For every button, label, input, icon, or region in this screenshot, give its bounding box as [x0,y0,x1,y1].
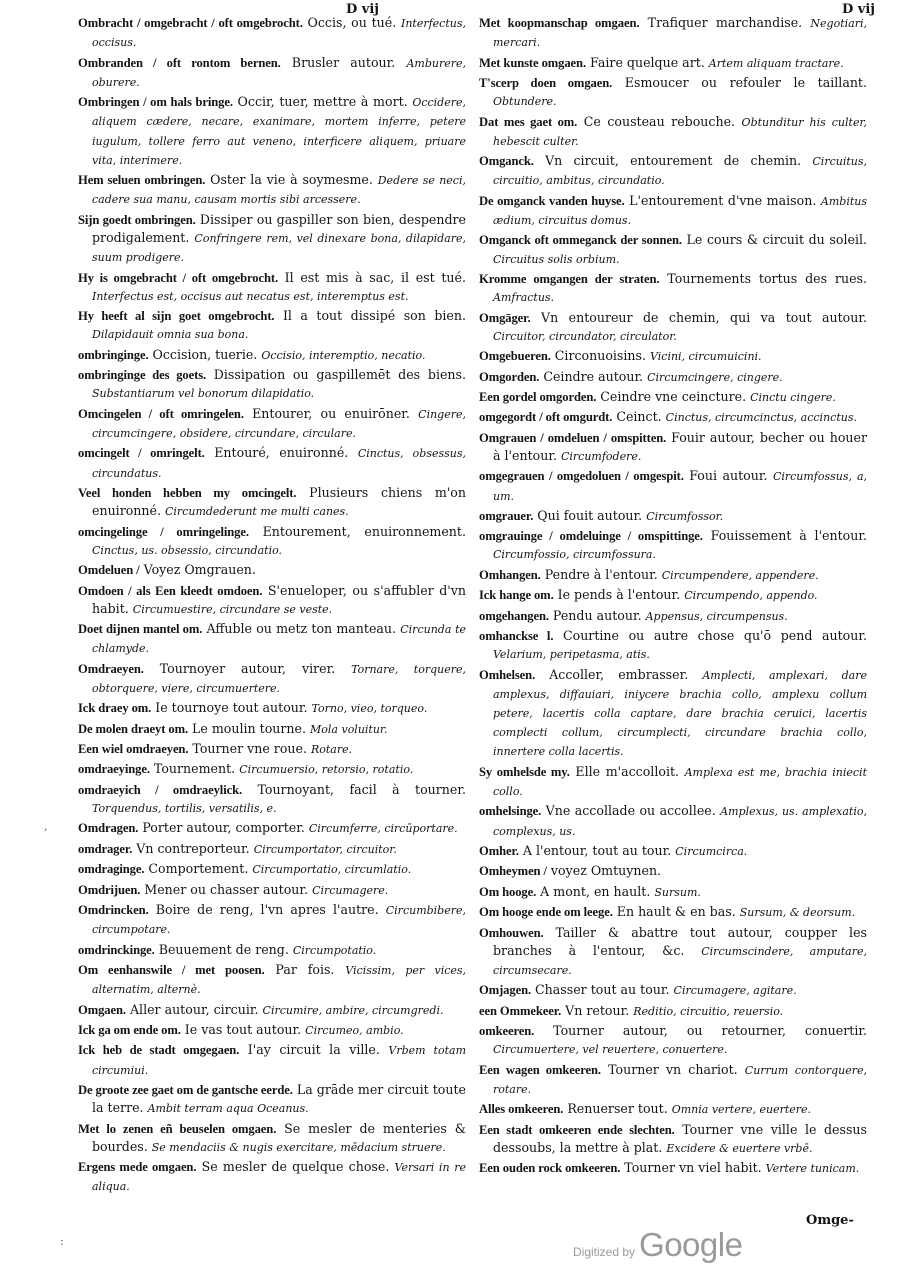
entry-french: Se mesler de menteries & bourdes. [92,1120,466,1154]
entry-latin: Torquendus, tortilis, versatilis, e. [92,802,277,816]
entry-headword: omcingelinge / omringelinge. [78,524,249,539]
entry-latin: Circumbibere, circumpotare. [92,904,466,937]
entry-headword: Ick ga om ende om. [78,1022,181,1037]
dictionary-entry [78,93,466,170]
entry-latin: Occidere, aliquem cædere, necare, exanimare, mortem inferre, petere iugulum, tollere ferro aut veneno, interficere aliquem, priuare vita, interimere. [92,96,466,167]
dictionary-entry [78,860,466,879]
entry-latin: Velarium, peripetasma, atis. [493,648,650,662]
entry-headword: omhelsinge. [479,804,542,819]
entry-headword: Een wagen omkeeren. [479,1062,601,1077]
entry-headword: Om hooge ende om leege. [479,905,613,920]
dictionary-entry [479,862,867,881]
dictionary-entry [78,961,466,999]
entry-headword: Omgebueren. [479,349,551,364]
entry-headword: Omdragen. [78,821,139,836]
entry-latin: Cingere, circumcingere, obsidere, circundare, circulare. [92,407,466,440]
dictionary-entry [78,941,466,960]
entry-latin: Cinctus, circumcinctus, accinctus. [665,411,857,425]
entry-latin: Currum contorquere, rotare. [493,1063,867,1096]
entry-latin: Circumcirca. [675,845,748,859]
entry-french: Accoller, embrasser. [535,666,703,682]
entry-french: Occis, ou tué. [302,15,401,30]
entry-latin: Amplexa est me, brachia iniecit collo. [493,765,867,799]
entry-french: Brusler autour. [280,54,407,70]
entry-headword: omdraeyinge. [78,762,150,777]
entry-french: Voyez Omgrauen. [139,562,256,578]
dictionary-entry [78,405,466,443]
entry-headword: Ombranden / oft rontom bernen. [78,55,281,70]
entry-headword: Omdeluen / [78,563,140,578]
entry-latin: Interfectus, occisus. [92,17,466,50]
entry-french: Vne accollade ou accollee. [541,803,721,819]
dictionary-entry [78,1120,466,1157]
dictionary-entry [78,699,466,718]
entry-latin: Torno, vieo, torqueo. [311,702,428,716]
entry-latin: Occisio, interemptio, necatio. [261,348,426,362]
dictionary-entry [479,763,867,801]
entry-latin: Cinctus, us. obsessio, circundatio. [92,543,283,557]
dictionary-entry [78,781,466,818]
entry-french: Tourner autour, ou retourner, conuertir. [534,1023,867,1039]
entry-latin: Circuitus, circuitio, ambitus, circundatio. [493,155,867,188]
dictionary-entry [479,981,867,1000]
dictionary-entry [479,1002,867,1021]
entry-french: Il est mis à sac, il est tué. [278,269,466,285]
entry-latin: Circuitus solis orbium. [493,252,620,266]
entry-headword: Een stadt omkeeren ende slechten. [479,1122,675,1137]
entry-latin: Circumpotatio. [292,943,377,957]
entry-headword: omgrauer. [479,508,534,523]
entry-french: Se mesler de quelque chose. [196,1159,395,1175]
entry-headword: Ick heb de stadt omgegaen. [78,1043,240,1058]
entry-french: Circonuoisins. [550,348,651,364]
dictionary-entry [479,429,867,466]
entry-headword: De molen draeyt om. [78,721,189,736]
entry-french: La grāde mer circuit toute la terre. [92,1081,466,1116]
entry-french: Tournements tortus des rues. [659,270,867,286]
dictionary-entry [479,270,867,307]
entry-headword: De groote zee gaet om de gantsche eerde. [78,1082,293,1097]
entry-french: Foui autour. [683,468,773,484]
entry-headword: De omganck vanden huyse. [479,193,625,208]
entry-french: Fouissement à l'entour. [702,528,867,544]
entry-french: Tailler & abattre tout autour, coupper les branches à l'entour, &c. [493,924,867,958]
entry-french: Pendre à l'entour. [540,566,662,582]
dictionary-entry [78,444,466,482]
entry-headword: ombringinge. [78,347,149,362]
entry-latin: Omnia vertere, euertere. [671,1103,812,1117]
entry-french: Ce cousteau rebouche. [577,113,742,129]
dictionary-entry [479,1121,867,1158]
entry-latin: Dedere se neci, cadere sua manu, causam mortis sibi arcessere. [92,174,466,207]
entry-headword: Hy heeft al sijn goet omgebrocht. [78,309,275,324]
dictionary-entry [479,408,867,427]
entry-latin: Circuitor, circundator, circulator. [493,329,677,343]
left-column [78,14,466,1198]
dictionary-entry [479,74,867,111]
entry-latin: Excidere & euertere vrbē. [666,1141,813,1155]
entry-latin: Circumfossio, circumfossura. [493,548,656,562]
dictionary-entry [479,507,867,526]
dictionary-entry [78,307,466,344]
entry-headword: Omgāger. [479,310,531,325]
entry-latin: Negotiari, mercari. [493,17,867,50]
entry-french: Entourement, enuironnement. [248,523,466,539]
entry-headword: Omdraeyen. [78,661,144,676]
entry-french: Porter autour, comporter. [138,820,309,836]
dictionary-entry [78,14,466,52]
dictionary-entry [78,171,466,209]
catchword: Omge- [806,1213,854,1228]
dictionary-entry [78,211,466,268]
dictionary-entry [78,819,466,838]
dictionary-entry [479,627,867,664]
dictionary-entry [78,1001,466,1020]
entry-headword: omhanckse l. [479,629,554,644]
entry-headword: Alles omkeeren. [479,1102,564,1117]
entry-latin: Cinctus, obsessus, circundatus. [92,447,466,480]
entry-french: Boire de reng, l'vn apres l'autre. [148,902,386,918]
dictionary-entry [479,467,867,505]
dictionary-entry [479,54,867,73]
entry-headword: omdraginge. [78,862,145,877]
entry-french: Tourner vne roue. [188,741,311,757]
entry-french: Ie pends à l'entour. [553,587,685,603]
entry-latin: Circumagere. [312,883,389,897]
entry-french: Le cours & circuit du soleil. [681,232,868,248]
dictionary-entry [78,561,466,580]
entry-latin: Mola voluitur. [310,722,388,736]
dictionary-entry [78,740,466,759]
entry-headword: Sijn goedt ombringen. [78,212,196,227]
dictionary-entry [479,666,867,762]
entry-headword: omdraeyich / omdraeylick. [78,782,243,797]
dictionary-entry [78,346,466,365]
entry-latin: Circumeo, ambio. [305,1023,404,1037]
dictionary-entry [78,660,466,698]
entry-headword: Omhouwen. [479,925,544,940]
entry-headword: omkeeren. [479,1024,535,1039]
dictionary-entry [479,586,867,605]
entry-french: Il a tout dissipé son bien. [274,308,466,324]
entry-headword: Omgaen. [78,1002,126,1017]
entry-french: Courtine ou autre chose qu'ō pend autour. [553,628,867,644]
dictionary-entry [479,1100,867,1119]
entry-latin: Circumfodere. [560,449,642,463]
entry-headword: Een wiel omdraeyen. [78,742,189,757]
entry-headword: Een ouden rock omkeeren. [479,1161,621,1176]
margin-mark-icon: : [60,1235,64,1248]
dictionary-entry [78,269,466,306]
entry-french: Chasser tout au tour. [531,982,674,998]
entry-latin: Circumuersio, retorsio, rotatio. [239,763,414,777]
entry-latin: Circumire, ambire, circumgredi. [262,1003,444,1017]
entry-headword: Veel honden hebben my omcingelt. [78,485,297,500]
dictionary-entry [78,1158,466,1196]
entry-french: Aller autour, circuir. [125,1001,263,1017]
entry-french: Fouir autour, becher ou houer à l'entour. [493,429,867,463]
entry-latin: Reditio, circuitio, reuersio. [633,1004,784,1018]
entry-headword: omcingelt / omringelt. [78,446,205,461]
entry-latin: Cinctu cingere. [750,390,836,404]
entry-headword: Een gordel omgorden. [479,389,597,404]
entry-latin: Circumscindere, amputare, circumsecare. [493,944,868,977]
dictionary-entry [479,903,867,922]
entry-french: Trafiquer marchandise. [639,15,811,30]
dictionary-entry [479,607,867,626]
entry-french: Faire quelque art. [586,54,709,70]
entry-latin: Substantiarum vel bonorum dilapidatio. [92,387,315,401]
entry-french: Qui fouit autour. [533,507,647,523]
entry-headword: Omjagen. [479,983,532,998]
entry-french: Entouré, enuironné. [204,445,358,461]
digitized-label: Digitized by [573,1245,636,1259]
entry-latin: Vrbem totam circumiui. [92,1044,467,1077]
dictionary-entry [479,14,867,52]
entry-latin: Circumuestire, circundare se veste. [132,602,333,616]
entry-headword: Omgorden. [479,369,540,384]
entry-french: Tourner vne ville le dessus dessoubs, la mettre à plat. [493,1121,867,1155]
entry-latin: Confringere rem, vel dinexare bona, dilapidare, suum prodigere. [92,231,466,265]
entry-headword: omgrauinge / omdeluinge / omspittinge. [479,529,703,544]
entry-latin: Interfectus est, occisus aut necatus est, interemptus est. [92,289,409,303]
entry-headword: Met kunste omgaen. [479,55,586,70]
entry-headword: Hem seluen ombringen. [78,173,206,188]
entry-headword: T'scerp doen omgaen. [479,75,613,90]
entry-latin: Circunda te chlamyde. [92,623,466,656]
entry-latin: Rotare. [310,743,353,757]
entry-french: Entourer, ou enuirōner. [243,405,419,421]
entry-headword: omgehangen. [479,608,549,623]
entry-latin: Amfractus. [493,291,555,305]
entry-french: Ceinct. [612,409,666,425]
entry-latin: Sursum. [654,885,701,899]
dictionary-entry [78,523,466,560]
entry-french: Le moulin tourne. [188,720,311,736]
entry-headword: Ombringen / om hals bringe. [78,95,233,110]
dictionary-entry [479,802,867,840]
running-head-left: D vij [346,2,379,17]
dictionary-entry [479,1061,867,1099]
dictionary-entry [479,368,867,387]
dictionary-entry [479,347,867,366]
entry-french: Vn contreporteur. [132,840,254,856]
entry-french: Esmoucer ou refouler le taillant. [612,74,867,90]
dictionary-entry [479,388,867,407]
entry-latin: Circumportator, circuitor. [253,842,397,856]
dictionary-entry [479,566,867,585]
entry-headword: Omdoen / als Een kleedt omdoen. [78,583,263,598]
dictionary-entry [479,527,867,564]
dictionary-entry [78,881,466,900]
entry-headword: omdrinckinge. [78,942,155,957]
google-logo: Google [639,1226,743,1263]
entry-headword: Ergens mede omgaen. [78,1160,197,1175]
entry-french: Occir, tuer, mettre à mort. [232,94,413,110]
entry-french: Oster la vie à soymesme. [205,172,378,188]
entry-french: Pendu autour. [548,607,646,623]
dictionary-entry [479,842,867,861]
entry-headword: Omheymen / [479,864,547,879]
dictionary-entry [78,366,466,403]
entry-french: Par fois. [264,962,346,977]
dictionary-entry [479,231,867,268]
dictionary-entry [78,1021,466,1040]
entry-french: Comportement. [144,861,253,877]
entry-headword: Sy omhelsde my. [479,764,570,779]
entry-french: En hault & en bas. [612,904,740,920]
dictionary-entry [78,760,466,779]
entry-french: Tourner vn viel habit. [620,1160,766,1176]
entry-french: I'ay circuit la ville. [239,1042,389,1058]
entry-latin: Obtundere. [493,95,557,109]
entry-latin: Dilapidauit omnia sua bona. [92,328,249,342]
entry-headword: Ick draey om. [78,701,152,716]
entry-french: Tournement. [149,761,240,777]
dictionary-entry [479,1159,867,1178]
entry-headword: Met lo zenen eñ beuselen omgaen. [78,1121,277,1136]
entry-latin: Circumagere, agitare. [673,984,797,998]
entry-french: Tourner vn chariot. [600,1061,745,1077]
dictionary-entry [479,152,867,190]
entry-latin: Circumuertere, vel reuertere, conuertere. [493,1043,728,1057]
dictionary-entry [78,901,466,939]
entry-latin: Vertere tunicam. [765,1162,860,1176]
dictionary-entry [78,720,466,739]
entry-headword: Omdrijuen. [78,882,141,897]
entry-french: Vn entoureur de chemin, qui va tout autour. [530,309,867,325]
entry-latin: Vicini, circumuicini. [650,350,762,364]
entry-headword: Omganck. [479,154,534,169]
dictionary-entry [78,1041,466,1079]
entry-french: Dissipation ou gaspillemēt des biens. [206,367,466,383]
entry-headword: Omhangen. [479,567,541,582]
dictionary-entry [479,309,867,346]
entry-latin: Circumpendo, appendo. [684,589,818,603]
entry-latin: Amplecti, amplexari, dare amplexus, diffauiari, iniycere brachia collo, amplexu collum petere, lacertis colla captare, dare brachia ceruici, lacertis complecti collum, circumplecti, circundare brachia collo, innertere colla lacertis. [493,668,867,759]
entry-headword: omgegordt / oft omgurdt. [479,410,613,425]
entry-latin: Amplexus, us. amplexatio, complexus, us. [493,805,867,838]
entry-latin: Amburere, oburere. [92,56,466,89]
entry-headword: Omdrincken. [78,903,149,918]
dictionary-entry [479,924,867,981]
entry-headword: Kromme omgangen der straten. [479,271,660,286]
dictionary-entry [479,1022,867,1059]
entry-french: A l'entour, tout au tour. [518,843,676,859]
entry-french: Tournoyant, facil à tourner. [242,781,467,797]
entry-latin: Tornare, torquere, obtorquere, viere, circumuertere. [92,662,466,695]
dictionary-entry [78,484,466,521]
entry-headword: Met koopmanschap omgaen. [479,16,640,30]
entry-french: Beuuement de reng. [154,941,293,957]
entry-headword: ombringinge des goets. [78,368,207,383]
entry-latin: Ambit terram aqua Oceanus. [147,1102,309,1116]
entry-french: L'entourement d'vne maison. [624,192,821,208]
entry-latin: Circumfossus, a, um. [493,470,868,503]
entry-headword: Omher. [479,844,519,859]
entry-latin: Circumfossor. [646,509,724,523]
entry-headword: Om eenhanswile / met poosen. [78,963,265,977]
entry-latin: Appensus, circumpensus. [645,609,788,623]
entry-latin: Ambitus ædium, circuitus domus. [493,194,867,227]
entry-french: Vn retour. [561,1002,634,1018]
entry-french: Ceindre autour. [539,368,648,384]
entry-headword: omgegrauen / omgedoluen / omgespit. [479,469,684,484]
entry-french: Affuble ou metz ton manteau. [202,621,401,637]
entry-headword: Hy is omgebracht / oft omgebrocht. [78,270,278,285]
entry-french: Tournoyer autour, virer. [143,660,352,676]
entry-french: Mener ou chasser autour. [140,881,313,897]
entry-latin: Obtunditur his culter, hebescit culter. [493,115,868,148]
entry-latin: Artem aliquam tractare. [708,56,844,70]
entry-headword: Dat mes gaet om. [479,114,578,129]
dictionary-entry [479,883,867,902]
entry-french: voyez Omtuynen. [546,863,662,879]
entry-french: Dissiper ou gaspiller son bien, despendre prodigalement. [92,211,466,245]
entry-latin: Circumpendere, appendere. [661,568,819,582]
entry-latin: Versari in re aliqua. [92,1161,467,1194]
entry-french: Plusieurs chiens m'on enuironné. [92,484,466,519]
dictionary-entry [78,582,466,619]
entry-headword: Om hooge. [479,884,537,899]
dictionary-entry [78,840,466,859]
entry-headword: Ombracht / omgebracht / oft omgebrocht. [78,16,303,30]
entry-headword: een Ommekeer. [479,1003,562,1018]
entry-french: S'enueloper, ou s'affubler d'vn habit. [92,582,466,616]
entry-headword: Ick hange om. [479,588,554,603]
entry-headword: Omganck oft ommeganck der sonnen. [479,233,682,248]
dictionary-entry [479,113,867,151]
entry-french: Vn circuit, entourement de chemin. [533,153,813,169]
entry-latin: Circumdederunt me multi canes. [165,505,349,519]
dictionary-entry [479,192,867,230]
margin-mark-icon: , [44,820,48,833]
entry-french: Ie tournoye tout autour. [151,700,312,716]
dictionary-entry [78,1081,466,1118]
entry-latin: Circumcingere, cingere. [647,370,783,384]
entry-latin: Sursum, & deorsum. [739,906,856,920]
entry-latin: Se mendaciis & nugis exercitare, mēdacium struere. [151,1140,446,1154]
entry-headword: omdrager. [78,841,133,856]
entry-headword: Omcingelen / oft omringelen. [78,406,244,421]
entry-french: Renuerser tout. [563,1101,672,1117]
entry-headword: Omgrauen / omdeluen / omspitten. [479,430,667,445]
entry-latin: Vicissim, per vices, alternatim, alternè. [92,964,467,997]
entry-latin: Circumferre, circūportare. [308,822,458,836]
entry-headword: Omhelsen. [479,667,536,682]
dictionary-entry [78,620,466,658]
entry-french: Elle m'accolloit. [569,763,685,779]
entry-french: A mont, en hault. [536,883,655,899]
digitized-by-watermark [573,1226,742,1264]
entry-french: Ceindre vne ceincture. [596,388,751,404]
entry-french: Occision, tuerie. [148,346,262,362]
entry-french: Ie vas tout autour. [180,1021,306,1037]
dictionary-entry [78,54,466,92]
entry-latin: Circumportatio, circumlatio. [252,863,412,877]
entry-headword: Doet dijnen mantel om. [78,622,203,637]
right-column [479,14,867,1180]
running-head-right: D vij [842,2,875,17]
